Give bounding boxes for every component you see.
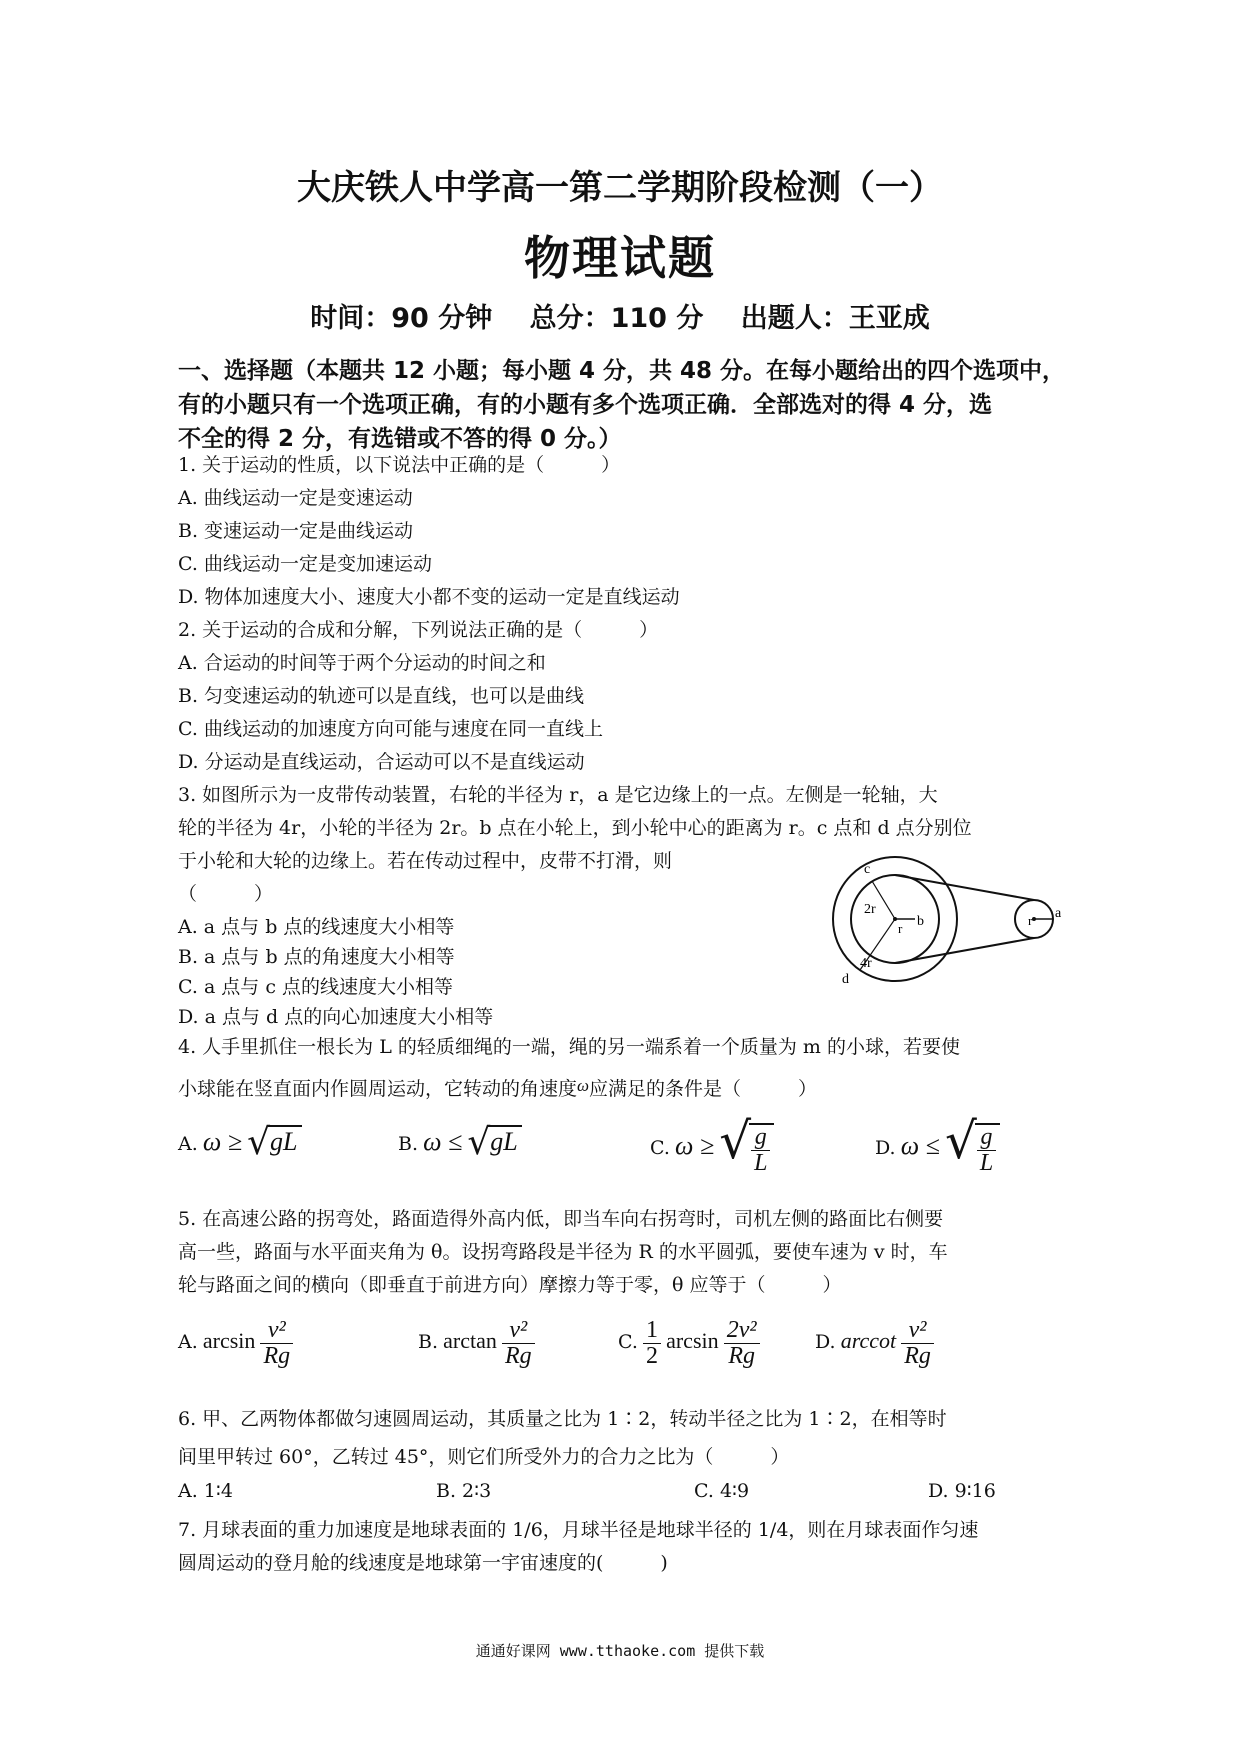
q1-option-d: D. 物体加速度大小、速度大小都不变的运动一定是直线运动 [178,586,680,608]
q5-stem-line-2: 高一些，路面与水平面夹角为 θ。设拐弯路段是半径为 R 的水平圆弧，要使车速为 v 时，车 [178,1241,948,1263]
q4-omega: ω [577,1076,590,1095]
q1-option-c: C. 曲线运动一定是变加速运动 [178,553,432,575]
belt-drive-figure [820,855,1070,985]
fig-label-b: b [917,914,924,929]
q3-stem-line-2: 轮的半径为 4r，小轮的半径为 2r。b 点在小轮上，到小轮中心的距离为 r。c 点和 d 点分别位 [178,817,972,839]
q4-stem-part-2: 应满足的条件是（ ） [589,1078,818,1100]
belt-top [895,875,1034,900]
center-left [893,917,897,921]
q3-paren: （ ） [178,883,274,905]
q4-stem-line-2 [178,1074,817,1101]
q5-stem-line-3: 轮与路面之间的横向（即垂直于前进方向）摩擦力等于零，θ 应等于（ ） [178,1274,842,1296]
q6-option-b: B. 2∶3 [436,1480,492,1502]
q3-option-a: A. a 点与 b 点的线速度大小相等 [178,916,455,938]
q6-option-c: C. 4∶9 [694,1480,750,1502]
q2-option-d: D. 分运动是直线运动，合运动可以不是直线运动 [178,751,585,773]
q4-stem-line-1: 4. 人手里抓住一根长为 L 的轻质细绳的一端，绳的另一端系着一个质量为 m 的小球，若要使 [178,1036,960,1058]
belt-bottom [895,938,1034,963]
q2-option-b: B. 匀变速运动的轨迹可以是直线，也可以是曲线 [178,685,585,707]
q6-stem-line-1: 6. 甲、乙两物体都做匀速圆周运动，其质量之比为 1∶2，转动半径之比为 1∶2，在相等时 [178,1408,947,1430]
q2-option-a: A. 合运动的时间等于两个分运动的时间之和 [178,652,546,674]
q2-option-c: C. 曲线运动的加速度方向可能与速度在同一直线上 [178,718,603,740]
fig-label-c: c [864,862,871,877]
q5-option-c: C. $\frac{1}{2}$ arcsin $\frac{\text{2v²}}{Rg}$ [618,1318,760,1369]
q5-option-d: D. arccot $\frac{\text{v²}}{Rg}$ [815,1318,934,1369]
q1-option-a: A. 曲线运动一定是变速运动 [178,487,413,509]
q1-stem: 1. 关于运动的性质，以下说法中正确的是（ ） [178,454,621,476]
q5-option-b: B. arctan $\frac{\text{v²}}{Rg}$ [418,1318,535,1369]
section-instructions-line-2: 有的小题只有一个选项正确，有的小题有多个选项正确．全部选对的得 4 分，选 [178,392,993,418]
q4-option-c: C. ω ≥ √ $\frac{g}{L}$ [650,1112,774,1176]
exam-subject-title: 物理试题 [524,231,716,285]
q5-stem-line-1: 5. 在高速公路的拐弯处，路面造得外高内低，即当车向右拐弯时，司机左侧的路面比右侧要 [178,1208,944,1230]
exam-time: 时间：90 分钟 [310,303,493,334]
section-instructions-line-3: 不全的得 2 分，有选错或不答的得 0 分。） [178,426,622,452]
q1-option-b: B. 变速运动一定是曲线运动 [178,520,414,542]
q4-option-b: B. ω ≤ √gL [398,1122,522,1163]
fig-label-r-left: r [898,921,903,936]
q4-option-d: D. ω ≤ √ $\frac{g}{L}$ [875,1112,1000,1176]
q4-stem-part-1: 小球能在竖直面内作圆周运动，它转动的角速度 [178,1078,578,1100]
q3-stem-line-1: 3. 如图所示为一皮带传动装置，右轮的半径为 r，a 是它边缘上的一点。左侧是一轮轴，大 [178,784,938,806]
exam-score: 总分：110 分 [529,303,704,334]
q5-option-a: A. arcsin $\frac{\text{v²}}{Rg}$ [178,1318,293,1369]
fig-label-r-right: r [1028,913,1033,928]
q3-option-b: B. a 点与 b 点的角速度大小相等 [178,946,455,968]
q6-stem-line-2: 间里甲转过 60°，乙转过 45°，则它们所受外力的合力之比为（ ） [178,1446,790,1468]
q7-stem-line-1: 7. 月球表面的重力加速度是地球表面的 1/6，月球半径是地球半径的 1/4，则在月球表面作匀速 [178,1519,979,1541]
fig-label-a: a [1055,906,1062,921]
exam-school-title: 大庆铁人中学高一第二学期阶段检测（一） [297,168,943,208]
fig-label-2r: 2r [864,902,876,917]
q7-stem-line-2: 圆周运动的登月舱的线速度是地球第一宇宙速度的( ) [178,1552,668,1574]
exam-meta [0,296,1240,335]
center-right [1032,917,1036,921]
exam-author: 出题人：王亚成 [740,303,930,334]
q6-option-a: A. 1∶4 [178,1480,233,1502]
q3-option-d: D. a 点与 d 点的向心加速度大小相等 [178,1006,494,1028]
q3-stem-line-3: 于小轮和大轮的边缘上。若在传动过程中，皮带不打滑，则 [178,850,673,872]
page-footer: 通通好课网 www.tthaoke.com 提供下载 [475,1642,765,1660]
section-instructions-line-1: 一、选择题（本题共 12 小题；每小题 4 分，共 48 分。在每小题给出的四个选项中， [178,358,1066,384]
q3-option-c: C. a 点与 c 点的线速度大小相等 [178,976,454,998]
q4-option-a: A. ω ≥ √gL [178,1122,302,1163]
q6-option-d: D. 9∶16 [928,1480,996,1502]
fig-label-4r: 4r [860,956,872,971]
fig-label-d: d [842,972,849,985]
q2-stem: 2. 关于运动的合成和分解，下列说法正确的是（ ） [178,619,659,641]
